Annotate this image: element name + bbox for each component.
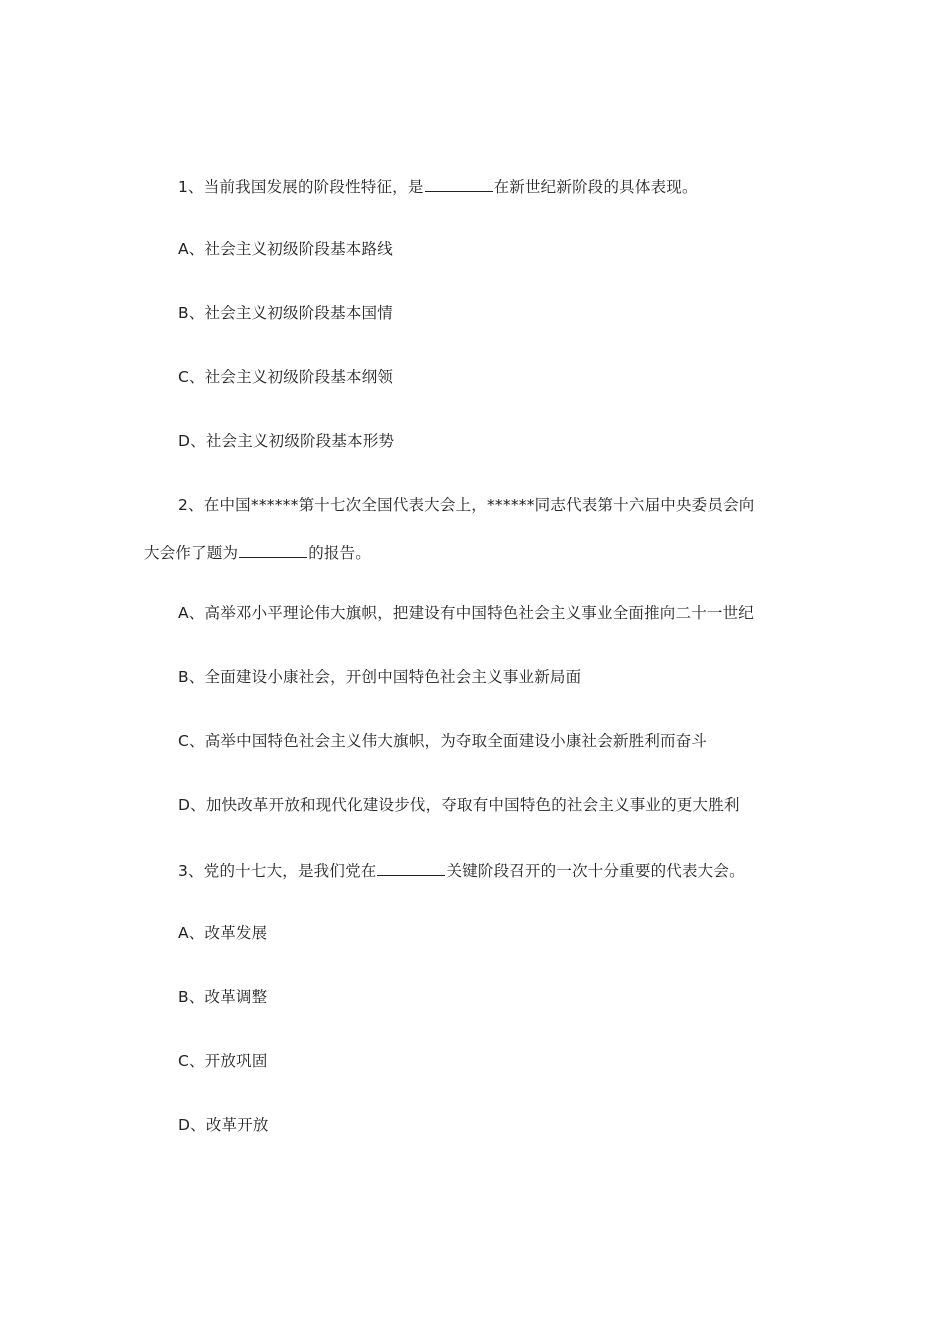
fill-in-blank	[239, 540, 307, 558]
question-2-option-d: D、加快改革开放和现代化建设步伐，夺取有中国特色的社会主义事业的更大胜利	[178, 796, 740, 814]
question-3-option-b: B、改革调整	[178, 988, 268, 1006]
question-1-option-d: D、社会主义初级阶段基本形势	[178, 432, 395, 450]
question-text-after: 在新世纪新阶段的具体表现。	[493, 178, 698, 196]
question-3-option-d: D、改革开放	[178, 1116, 269, 1134]
question-number: 1、	[178, 178, 204, 196]
question-2-stem-line-1	[178, 494, 754, 516]
question-number: 2、	[178, 496, 204, 514]
question-1-option-a: A、社会主义初级阶段基本路线	[178, 240, 393, 258]
question-text: 在中国******第十七次全国代表大会上，******同志代表第十六届中央委员会向	[203, 496, 755, 514]
question-3-stem	[178, 858, 745, 882]
question-2-option-b: B、全面建设小康社会，开创中国特色社会主义事业新局面	[178, 668, 582, 686]
question-1-stem	[178, 174, 698, 198]
question-2-stem-line-2	[144, 540, 371, 564]
question-text-before: 大会作了题为	[144, 544, 239, 562]
fill-in-blank	[425, 174, 493, 192]
question-text-after: 的报告。	[308, 544, 372, 562]
question-3-option-a: A、改革发展	[178, 924, 268, 942]
question-text-after: 关键阶段召开的一次十分重要的代表大会。	[446, 862, 745, 880]
question-text-before: 党的十七大，是我们党在	[203, 862, 377, 880]
question-2-option-c: C、高举中国特色社会主义伟大旗帜，为夺取全面建设小康社会新胜利而奋斗	[178, 732, 708, 750]
question-number: 3、	[178, 862, 204, 880]
question-2-option-a: A、高举邓小平理论伟大旗帜，把建设有中国特色社会主义事业全面推向二十一世纪	[178, 604, 755, 622]
question-3-option-c: C、开放巩固	[178, 1052, 268, 1070]
fill-in-blank	[377, 858, 445, 876]
question-text-before: 当前我国发展的阶段性特征，是	[203, 178, 424, 196]
question-1-option-b: B、社会主义初级阶段基本国情	[178, 304, 393, 322]
question-1-option-c: C、社会主义初级阶段基本纲领	[178, 368, 394, 386]
